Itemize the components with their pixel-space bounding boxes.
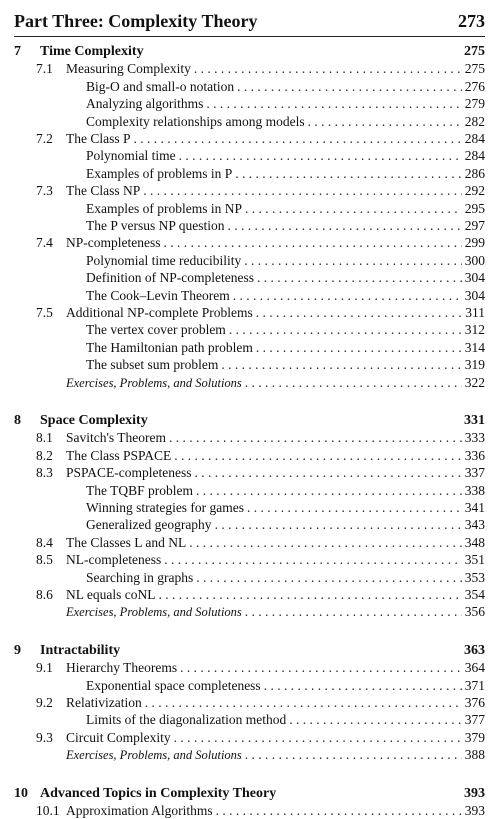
entry-page-number: 376	[464, 695, 485, 710]
entry-title: The Class P	[66, 131, 131, 146]
toc-subsection-entry[interactable]	[0, 95, 485, 112]
entry-number: 8.1	[36, 430, 53, 446]
toc-subsection-entry[interactable]	[0, 287, 485, 304]
entry-page-number: 353	[464, 569, 485, 585]
toc-subsection-entry[interactable]	[0, 78, 485, 95]
toc-subsection-entry[interactable]	[0, 356, 485, 373]
toc-subsection-entry[interactable]	[0, 113, 485, 130]
toc-section-entry[interactable]	[0, 659, 485, 676]
entry-title: The vertex cover problem	[86, 322, 226, 338]
entry-title: Generalized geography	[86, 517, 212, 533]
entry-title: Exponential space completeness	[86, 677, 261, 693]
entry-title: Examples of problems in NP	[86, 200, 242, 216]
toc-subsection-entry[interactable]	[0, 269, 485, 286]
entry-number: 8.5	[36, 552, 53, 568]
entry-title: Savitch's Theorem	[66, 430, 167, 446]
entry-page-number: 297	[464, 218, 485, 233]
entry-page-number: 393	[464, 785, 485, 801]
toc-subsection-entry[interactable]	[0, 569, 485, 586]
entry-title: Examples of problems in P	[86, 165, 233, 181]
dot-leader	[164, 551, 462, 568]
dot-leader	[180, 659, 462, 676]
toc-exercises-entry[interactable]	[0, 374, 485, 391]
dot-leader	[264, 677, 462, 694]
entry-title: Definition of NP-completeness	[86, 270, 254, 286]
entry-page-number: 343	[464, 517, 485, 533]
entry-number: 9	[14, 642, 21, 658]
toc-section-entry[interactable]	[0, 586, 485, 603]
toc-section-entry[interactable]	[0, 429, 485, 446]
toc-section-entry[interactable]	[0, 551, 485, 568]
toc-section-entry[interactable]	[0, 729, 485, 746]
dot-leader	[308, 113, 462, 130]
toc-section-entry[interactable]	[0, 60, 485, 77]
dot-leader	[143, 182, 462, 199]
toc-subsection-entry[interactable]	[0, 147, 485, 164]
entry-title: Space Complexity	[40, 413, 148, 428]
part-title: Part Three: Complexity Theory	[14, 11, 258, 31]
toc-subsection-entry[interactable]	[0, 252, 485, 269]
entry-title: Analyzing algorithms	[86, 96, 204, 112]
entry-title: Limits of the diagonalization method	[86, 712, 287, 728]
entry-page-number: 304	[464, 270, 485, 286]
entry-page-number: 371	[464, 677, 485, 693]
entry-page-number: 351	[464, 552, 485, 568]
dot-leader	[206, 95, 461, 112]
toc-section-entry[interactable]	[0, 447, 485, 464]
entry-page-number: 331	[464, 413, 485, 428]
toc-exercises-entry[interactable]	[0, 603, 485, 620]
entry-page-number: 282	[464, 113, 485, 129]
entry-title: Polynomial time	[86, 148, 176, 164]
entry-page-number: 286	[464, 165, 485, 181]
dot-leader	[194, 60, 462, 77]
toc-section-entry[interactable]	[0, 694, 485, 711]
entry-page-number: 356	[464, 604, 485, 620]
entry-title: Searching in graphs	[86, 569, 194, 585]
entry-title: Hierarchy Theorems	[66, 660, 178, 676]
entry-title: Winning strategies for games	[86, 500, 245, 515]
entry-page-number: 279	[464, 96, 485, 112]
toc-section-entry[interactable]	[0, 182, 485, 199]
entry-title: The P versus NP question	[86, 218, 225, 233]
entry-page-number: 284	[464, 131, 485, 146]
entry-page-number: 292	[464, 183, 485, 199]
entry-number: 7.4	[36, 235, 53, 251]
entry-page-number: 336	[464, 447, 485, 463]
toc-exercises-entry[interactable]	[0, 746, 485, 763]
entry-title: Big-O and small-o notation	[86, 78, 235, 94]
entry-page-number: 276	[464, 78, 485, 94]
toc-chapter-entry[interactable]	[0, 43, 485, 60]
entry-page-number: 341	[464, 500, 485, 515]
toc-subsection-entry[interactable]	[0, 217, 485, 234]
entry-number: 7.3	[36, 183, 53, 199]
entry-page-number: 379	[464, 729, 485, 745]
entry-title: Exercises, Problems, and Solutions	[66, 605, 242, 620]
toc-subsection-entry[interactable]	[0, 482, 485, 499]
entry-number: 8.3	[36, 465, 53, 481]
toc-section-entry[interactable]	[0, 802, 485, 819]
entry-page-number: 275	[464, 44, 485, 59]
entry-page-number: 311	[465, 305, 485, 320]
toc-subsection-entry[interactable]	[0, 677, 485, 694]
dot-leader	[179, 147, 462, 164]
entry-page-number: 295	[464, 200, 485, 216]
toc-section-entry[interactable]	[0, 534, 485, 551]
entry-page-number: 337	[464, 465, 485, 481]
dot-leader	[215, 516, 462, 533]
toc-section-entry[interactable]	[0, 304, 485, 321]
entry-page-number: 312	[464, 322, 485, 338]
toc-section-entry[interactable]	[0, 464, 485, 481]
entry-title: PSPACE-completeness	[66, 465, 192, 481]
entry-number: 8.2	[36, 447, 53, 463]
dot-leader	[145, 694, 462, 711]
toc-chapter-entry[interactable]	[0, 785, 485, 802]
toc-subsection-entry[interactable]	[0, 200, 485, 217]
entry-number: 9.3	[36, 729, 53, 745]
entry-number: 8.6	[36, 587, 53, 602]
dot-leader	[237, 78, 462, 95]
toc-subsection-entry[interactable]	[0, 165, 485, 182]
dot-leader	[221, 356, 461, 373]
entry-number: 8	[14, 413, 21, 428]
dot-leader	[196, 569, 462, 586]
entry-title: Time Complexity	[40, 44, 144, 59]
dot-leader	[196, 482, 462, 499]
toc-chapter-entry[interactable]	[0, 412, 485, 429]
dot-leader	[163, 234, 461, 251]
entry-page-number: 304	[464, 287, 485, 303]
entry-title: The TQBF problem	[86, 482, 193, 498]
toc-chapter-entry[interactable]	[0, 642, 485, 659]
dot-leader	[257, 269, 462, 286]
entry-number: 7.2	[36, 131, 53, 146]
toc-section-entry[interactable]	[0, 234, 485, 251]
entry-page-number: 322	[464, 374, 485, 390]
dot-leader	[245, 200, 462, 217]
entry-title: Measuring Complexity	[66, 61, 191, 77]
entry-number: 7.5	[36, 305, 53, 320]
entry-title: Relativization	[66, 695, 142, 710]
entry-number: 9.1	[36, 660, 53, 676]
dot-leader	[134, 130, 462, 147]
dot-leader	[158, 586, 461, 603]
dot-leader	[235, 165, 462, 182]
entry-title: Exercises, Problems, and Solutions	[66, 748, 242, 763]
dot-leader	[245, 746, 462, 763]
entry-title: Additional NP-complete Problems	[66, 305, 253, 320]
entry-title: Circuit Complexity	[66, 729, 171, 745]
entry-number: 7	[14, 44, 21, 59]
dot-leader	[245, 603, 462, 620]
entry-title: Complexity relationships among models	[86, 113, 305, 129]
toc-subsection-entry[interactable]	[0, 499, 485, 516]
part-heading	[14, 6, 485, 37]
entry-title: The Class NP	[66, 183, 141, 199]
entry-title: NP-completeness	[66, 235, 161, 251]
dot-leader	[189, 534, 462, 551]
dot-leader	[256, 304, 463, 321]
entry-title: Advanced Topics in Complexity Theory	[40, 785, 277, 801]
entry-title: Intractability	[40, 642, 121, 658]
dot-leader	[228, 217, 462, 234]
entry-page-number: 319	[464, 357, 485, 373]
entry-page-number: 348	[464, 534, 485, 550]
dot-leader	[195, 464, 462, 481]
entry-page-number: 275	[464, 61, 485, 77]
entry-page-number: 300	[464, 252, 485, 268]
toc-subsection-entry[interactable]	[0, 516, 485, 533]
entry-page-number: 363	[464, 642, 485, 658]
entry-title: The Class PSPACE	[66, 447, 172, 463]
dot-leader	[174, 729, 462, 746]
entry-title: Approximation Algorithms	[66, 803, 213, 818]
entry-title: The subset sum problem	[86, 357, 219, 373]
entry-page-number: 393	[464, 803, 485, 818]
entry-page-number: 338	[464, 482, 485, 498]
entry-title: The Classes L and NL	[66, 534, 187, 550]
dot-leader	[229, 321, 462, 338]
toc-subsection-entry[interactable]	[0, 321, 485, 338]
entry-number: 8.4	[36, 534, 53, 550]
entry-page-number: 377	[464, 712, 485, 728]
entry-page-number: 354	[464, 587, 485, 602]
dot-leader	[244, 252, 462, 269]
entry-title: The Cook–Levin Theorem	[86, 287, 230, 303]
entry-title: Polynomial time reducibility	[86, 252, 242, 268]
entry-title: NL equals coNL	[66, 587, 156, 602]
entry-title: The Hamiltonian path problem	[86, 339, 253, 355]
dot-leader	[233, 287, 462, 304]
entry-number: 10.1	[36, 803, 60, 818]
toc-subsection-entry[interactable]	[0, 711, 485, 728]
entry-page-number: 284	[464, 148, 485, 164]
entry-number: 10	[14, 785, 28, 801]
entry-page-number: 388	[464, 747, 485, 763]
entry-title: Exercises, Problems, and Solutions	[66, 375, 242, 390]
entry-number: 9.2	[36, 695, 53, 710]
toc-section-entry[interactable]	[0, 130, 485, 147]
dot-leader	[289, 711, 462, 728]
entry-title: NL-completeness	[66, 552, 162, 568]
part-page-number: 273	[458, 11, 485, 31]
dot-leader	[216, 802, 462, 819]
entry-page-number: 299	[464, 235, 485, 251]
dot-leader	[247, 499, 462, 516]
entry-page-number: 314	[464, 339, 485, 355]
dot-leader	[174, 447, 461, 464]
entry-page-number: 333	[464, 430, 485, 446]
dot-leader	[256, 339, 462, 356]
entry-number: 7.1	[36, 61, 53, 77]
dot-leader	[245, 374, 462, 391]
dot-leader	[169, 429, 462, 446]
entry-page-number: 364	[464, 660, 485, 676]
toc-subsection-entry[interactable]	[0, 339, 485, 356]
